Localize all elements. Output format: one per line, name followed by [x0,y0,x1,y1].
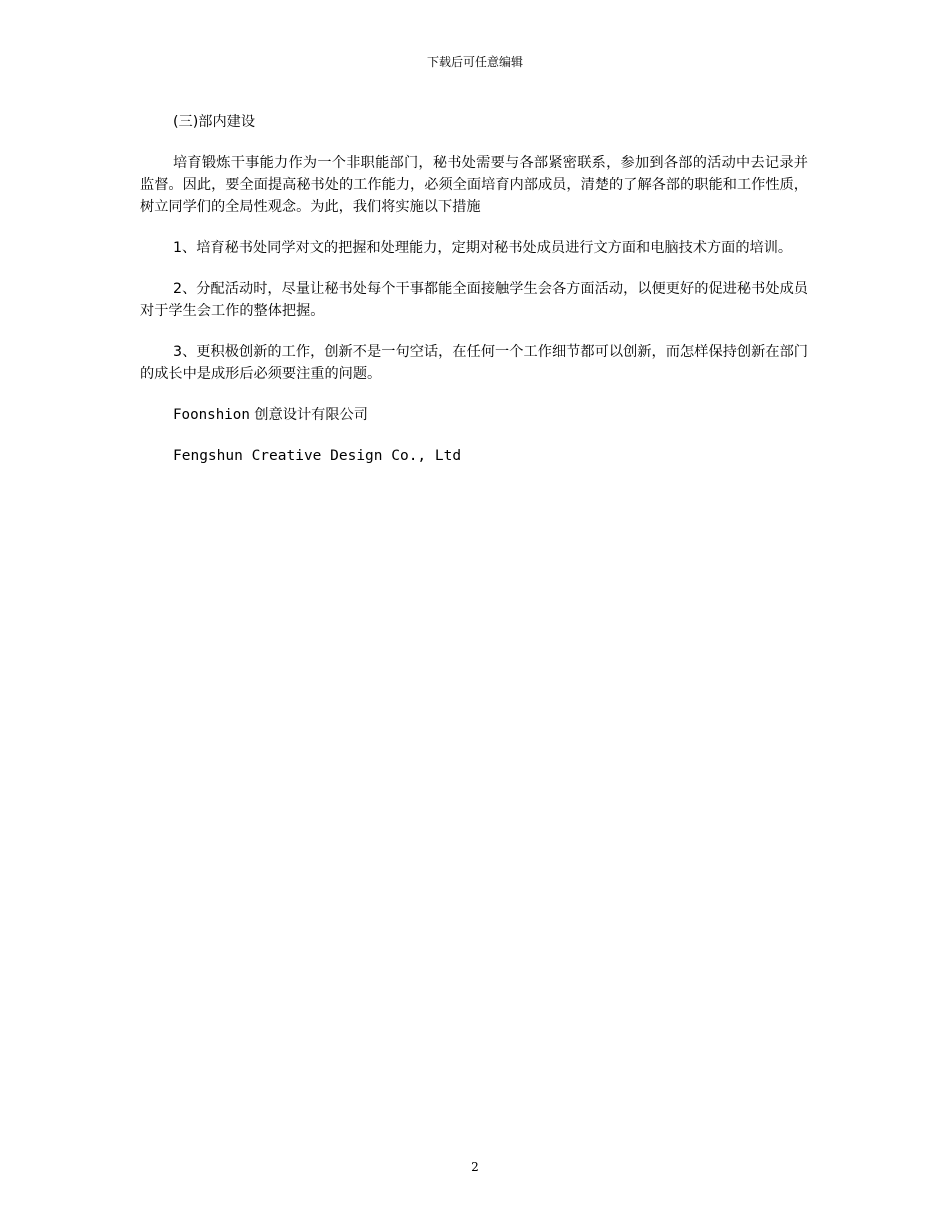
document-body [140,111,808,486]
company-brand: Foonshion [173,407,250,423]
page-number: 2 [471,1160,479,1174]
company-name-english: Fengshun Creative Design Co., Ltd [173,448,462,464]
company-name-chinese [140,404,808,426]
section-heading: (三)部内建设 [173,114,256,130]
paragraph-measure-1: 1、培育秘书处同学对文的把握和处理能力，定期对秘书处成员进行文方面和电脑技术方面的培训。 [173,240,793,256]
paragraph-intro: 培育锻炼干事能力作为一个非职能部门，秘书处需要与各部紧密联系，参加到各部的活动中去记录并监督。因此，要全面提高秘书处的工作能力，必须全面培育内部成员，清楚的了解各部的职能和工作性质，树立同学们的全局性观念。为此，我们将实施以下措施 [140,155,808,215]
page-header: 下载后可任意编辑 [426,55,523,69]
company-suffix: 创意设计有限公司 [254,407,368,423]
paragraph-measure-2: 2、分配活动时，尽量让秘书处每个干事都能全面接触学生会各方面活动，以便更好的促进秘书处成员对于学生会工作的整体把握。 [140,281,808,319]
paragraph-measure-3: 3、更积极创新的工作，创新不是一句空话，在任何一个工作细节都可以创新，而怎样保持创新在部门的成长中是成形后必须要注重的问题。 [140,344,808,382]
